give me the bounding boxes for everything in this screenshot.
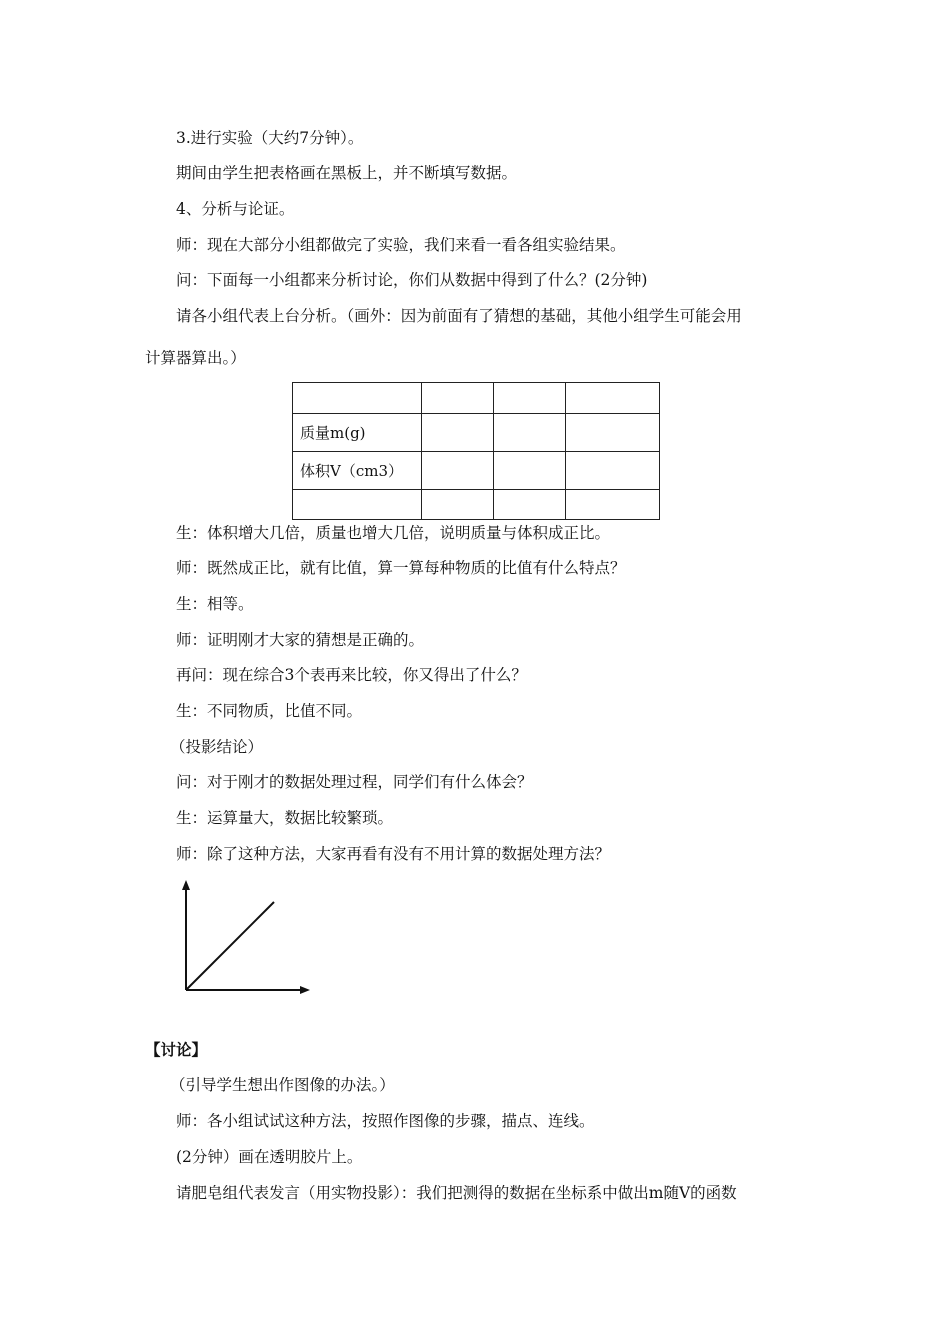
table-row [293, 452, 660, 490]
table-cell [566, 490, 660, 520]
paragraph-group-analysis-cont: 计算器算出。） [145, 349, 246, 367]
paragraph-analysis-heading: 4、分析与论证。 [176, 200, 295, 218]
table-cell [422, 490, 494, 520]
paragraph-student-different: 生：不同物质，比值不同。 [176, 702, 363, 720]
table-cell [494, 490, 566, 520]
paragraph-question-discussion: 问：下面每一小组都来分析讨论，你们从数据中得到了什么？(2分钟) [176, 271, 648, 289]
paragraph-soap-group: 请肥皂组代表发言（用实物投影）：我们把测得的数据在坐标系中做出m随V的函数 [176, 1184, 737, 1202]
table-cell [566, 414, 660, 452]
proportional-line [186, 902, 274, 990]
paragraph-student-proportional: 生：体积增大几倍，质量也增大几倍，说明质量与体积成正比。 [176, 524, 611, 542]
discussion-heading: 【讨论】 [145, 1040, 208, 1059]
paragraph-blackboard-table: 期间由学生把表格画在黑板上，并不断填写数据。 [176, 164, 518, 182]
table-cell-mass-label: 质量m(g) [293, 414, 422, 452]
paragraph-guide-graph: （引导学生想出作图像的办法。） [170, 1076, 395, 1094]
paragraph-group-analysis: 请各小组代表上台分析。（画外：因为前面有了猜想的基础，其他小组学生可能会用 [176, 307, 742, 325]
paragraph-student-tedious: 生：运算量大，数据比较繁琐。 [176, 809, 394, 827]
paragraph-teacher-steps: 师：各小组试试这种方法，按照作图像的步骤，描点、连线。 [176, 1112, 595, 1130]
table-cell-volume-label: 体积V（cm3） [293, 452, 422, 490]
proportional-line-graph-icon [176, 880, 316, 996]
paragraph-transparency: (2分钟）画在透明胶片上。 [176, 1148, 363, 1166]
paragraph-student-equal: 生：相等。 [176, 595, 254, 613]
table-row [293, 383, 660, 414]
table-cell [494, 452, 566, 490]
paragraph-question-compare: 再问：现在综合3个表再来比较，你又得出了什么？ [176, 666, 527, 684]
paragraph-question-experience: 问：对于刚才的数据处理过程，同学们有什么体会？ [176, 773, 533, 791]
table-cell [566, 383, 660, 414]
table-row [293, 414, 660, 452]
table-cell [293, 383, 422, 414]
x-axis-arrow-icon [300, 986, 310, 994]
table-cell [566, 452, 660, 490]
y-axis-arrow-icon [182, 880, 190, 890]
paragraph-teacher-ratio: 师：既然成正比，就有比值，算一算每种物质的比值有什么特点？ [176, 559, 626, 577]
data-table [292, 382, 660, 520]
paragraph-teacher-proof: 师：证明刚才大家的猜想是正确的。 [176, 631, 425, 649]
paragraph-projection-conclusion: （投影结论） [170, 738, 264, 756]
table-cell [293, 490, 422, 520]
paragraph-experiment-step: 3.进行实验（大约7分钟）。 [176, 129, 364, 147]
paragraph-teacher-results: 师：现在大部分小组都做完了实验，我们来看一看各组实验结果。 [176, 236, 626, 254]
table-cell [422, 452, 494, 490]
table-cell [494, 414, 566, 452]
paragraph-teacher-method: 师：除了这种方法，大家再看有没有不用计算的数据处理方法？ [176, 845, 611, 863]
table-row [293, 490, 660, 520]
table-cell [422, 414, 494, 452]
table-cell [422, 383, 494, 414]
table-cell [494, 383, 566, 414]
